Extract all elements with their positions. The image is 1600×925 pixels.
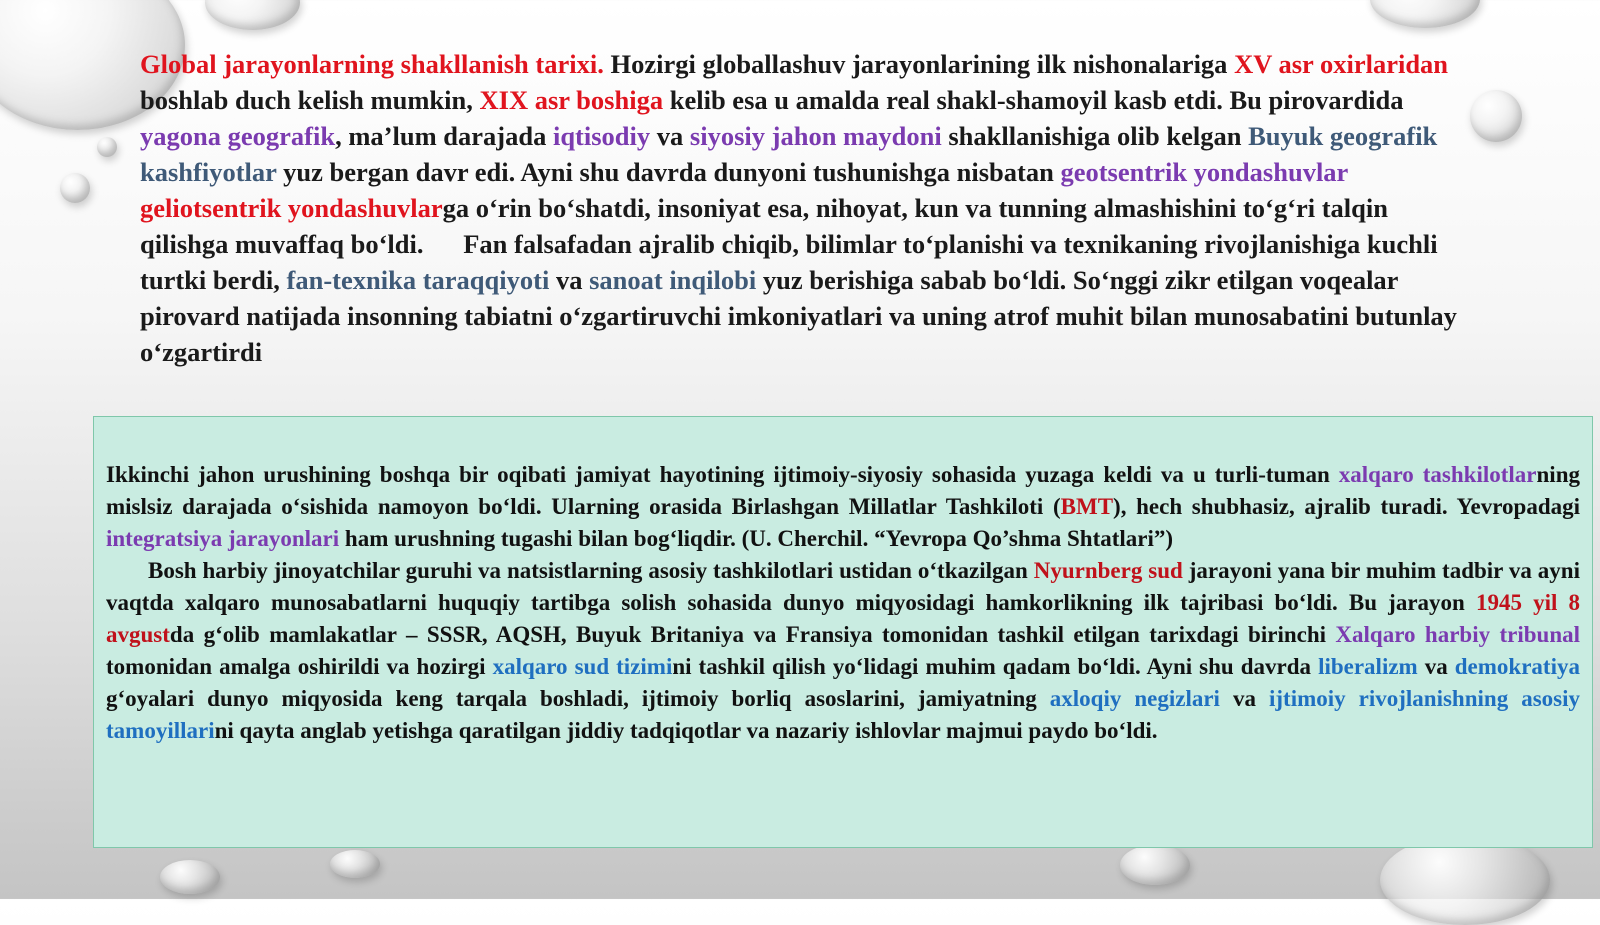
highlight-blue: ijtimoiy rivojlanishning asosiy tamoyillari [106, 686, 1580, 743]
text-run: kelib esa u amalda real shakl-shamoyil kasb etdi. Bu pirovardida [663, 85, 1404, 115]
highlight-slate: sanoat inqilobi [589, 265, 757, 295]
highlight-purple: xalqaro tashkilotlar [1338, 462, 1537, 487]
highlight-blue: liberalizm [1318, 654, 1418, 679]
highlight-purple: iqtisodiy [552, 121, 651, 151]
box-paragraph-2 [106, 555, 1580, 747]
text-run: ni qayta anglab yetishga qaratilgan jiddiy tadqiqotlar va nazariy ishlovlar majmui paydo bo‘ldi. [214, 718, 1158, 743]
water-drop-decoration [60, 173, 90, 203]
highlight-red: BMT [1060, 494, 1114, 519]
text-run: g‘oyalari dunyo miqyosida keng tarqala boshladi, ijtimoiy borliq asoslarini, jamiyatning [106, 686, 1050, 711]
highlight-purple: Xalqaro harbiy tribunal [1335, 622, 1581, 647]
water-drop-decoration [1380, 835, 1550, 925]
text-run: ham urushning tugashi bilan bog‘liqdir. (U. Cherchil. “Yevropa Qo’shma Shtatlari”) [339, 526, 1174, 551]
section-heading: Global jarayonlarning shakllanish tarixi. [140, 49, 604, 79]
highlight-red: geliotsentrik yondashuvlar [140, 193, 443, 223]
highlight-red: XIX asr boshiga [479, 85, 664, 115]
water-drop-decoration [1120, 845, 1190, 885]
text-run: ga o‘rin bo‘shatdi, insoniyat esa, nihoyat, kun va tunning almashishini to‘g‘ri talqin qilishga muvaffaq bo‘ldi. Fan falsafadan ajralib chiqib, bilimlar to‘planishi va texnikaning rivojlanishiga kuchli turtki berdi, [140, 193, 1445, 295]
text-run: Hozirgi globallashuv jarayonlarining ilk nishonalariga [603, 49, 1235, 79]
highlight-slate: fan-texnika taraqqiyoti [286, 265, 550, 295]
text-run: ni tashkil qilish yo‘lidagi muhim qadam bo‘ldi. Ayni shu davrda [672, 654, 1319, 679]
intro-paragraph [140, 46, 1480, 370]
highlight-red: Nyurnberg sud [1033, 558, 1183, 583]
highlight-purple: yagona geografik [140, 121, 336, 151]
text-run: ), hech shubhasiz, ajralib turadi. Yevropadagi [1113, 494, 1580, 519]
text-run: Bosh harbiy jinoyatchilar guruhi va natsistlarning asosiy tashkilotlari ustidan o‘tkazilgan [148, 558, 1034, 583]
text-run: da g‘olib mamlakatlar – SSSR, AQSH, Buyuk Britaniya va Fransiya tomonidan tashkil etilgan tarixdagi birinchi [169, 622, 1336, 647]
text-run: , ma’lum darajada [335, 121, 553, 151]
text-run: yuz bergan davr edi. Ayni shu davrda dunyoni tushunishga nisbatan [276, 157, 1061, 187]
highlight-red: XV asr oxirlaridan [1234, 49, 1449, 79]
highlight-slate: Buyuk geografik kashfiyotlar [140, 121, 1438, 187]
text-run: shakllanishiga olib kelgan [941, 121, 1249, 151]
text-run: va [1219, 686, 1269, 711]
text-run: va [650, 121, 690, 151]
highlight-purple: siyosiy jahon maydoni [689, 121, 942, 151]
highlight-purple: geotsentrik yondashuvlar [1060, 157, 1348, 187]
text-run: va [1417, 654, 1455, 679]
highlight-blue: demokratiya [1454, 654, 1580, 679]
water-drop-decoration [160, 860, 220, 894]
highlight-blue: axloqiy negizlari [1049, 686, 1220, 711]
water-drop-decoration [330, 850, 380, 878]
water-drop-decoration [205, 0, 300, 30]
text-run: jarayoni yana bir muhim tadbir va ayni vaqtda xalqaro munosabatlarni huquqiy tartibga solish sohasida dunyo miqyosidagi hamkorlikning ilk tajribasi bo‘ldi. Bu jarayon [106, 558, 1580, 615]
water-drop-decoration [97, 137, 117, 157]
text-run: ning mislsiz darajada o‘sishida namoyon bo‘ldi. Ularning orasida Birlashgan Millatlar Tashkiloti ( [106, 462, 1580, 519]
text-run: boshlab duch kelish mumkin, [140, 85, 480, 115]
box-paragraph-1 [106, 459, 1580, 555]
highlight-blue: xalqaro sud tizimi [492, 654, 673, 679]
water-drop-decoration [1370, 0, 1480, 28]
highlight-text-box [93, 416, 1593, 848]
text-run: va [549, 265, 590, 295]
highlight-purple: integratsiya jarayonlari [106, 526, 340, 551]
text-run: Ikkinchi jahon urushining boshqa bir oqibati jamiyat hayotining ijtimoiy-siyosiy sohasida yuzaga keldi va u turli-tuman [106, 462, 1339, 487]
text-run: yuz berishiga sabab bo‘ldi. So‘nggi zikr etilgan voqealar pirovard natijada insonning tabiatni o‘zgartiruvchi imkoniyatlari va uning atrof muhit bilan munosabatini butunlay o‘zgartirdi [140, 265, 1457, 367]
text-run: tomonidan amalga oshirildi va hozirgi [106, 654, 493, 679]
highlight-red: 1945 yil 8 avgust [106, 590, 1580, 647]
